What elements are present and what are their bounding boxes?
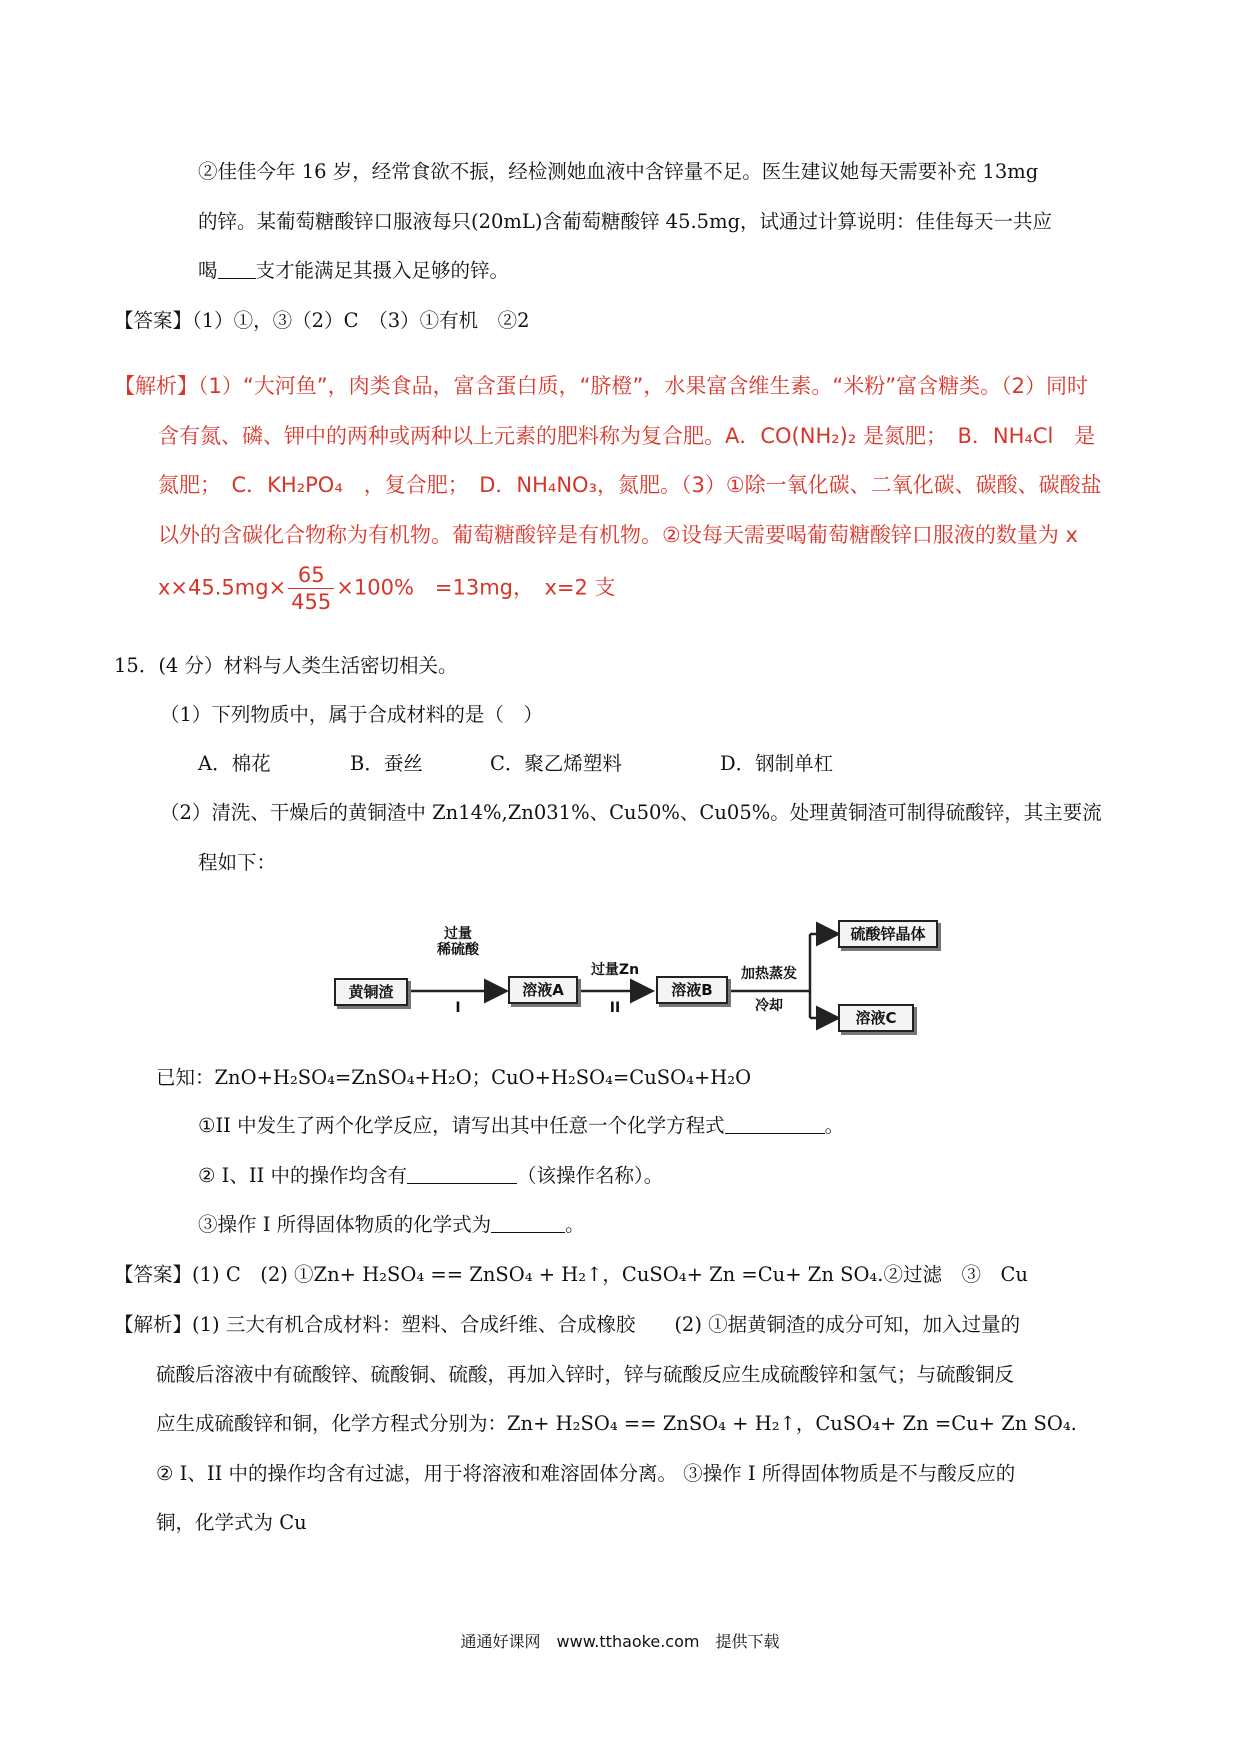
flow-arrow1-label — [412, 926, 504, 958]
q2-text: ② I、II 中的操作均含有 — [198, 1164, 407, 1187]
analysis-15-line: ② I、II 中的操作均含有过滤，用于将溶液和难溶固体分离。 ③操作 I 所得固体物质是不与酸反应的 — [156, 1462, 1016, 1485]
q3-end: 。 — [565, 1213, 585, 1236]
flow-box-zinc-sulfate-crystal: 硫酸锌晶体 — [838, 920, 938, 948]
flow-box-start: 黄铜渣 — [334, 978, 408, 1006]
answer-blank[interactable] — [491, 1212, 565, 1233]
analysis-15-line: 【解析】(1) 三大有机合成材料：塑料、合成纤维、合成橡胶 (2) ①据黄铜渣的成分可知，加入过量的 — [114, 1313, 1021, 1336]
analysis-14-line: 以外的含碳化合物称为有机物。葡萄糖酸锌是有机物。②设每天需要喝葡萄糖酸锌口服液的数量为 x — [158, 523, 1078, 547]
flow-diagram — [330, 910, 950, 1050]
formula-suffix: ×100% =13mg， x=2 支 — [336, 575, 616, 600]
q15-known: 已知：ZnO+H₂SO₄=ZnSO₄+H₂O；CuO+H₂SO₄=CuSO₄+H₂O — [156, 1066, 752, 1089]
answer-14: 【答案】（1）①，③（2）C （3）①有机 ②2 — [114, 309, 530, 332]
page-footer: 通通好课网 www.tthaoke.com 提供下载 — [460, 1632, 780, 1651]
q14-text-line — [198, 257, 509, 285]
q1-end: 。 — [824, 1114, 845, 1137]
answer-blank[interactable] — [218, 258, 256, 279]
arrow2-step: II — [609, 1000, 621, 1016]
q15-title: 15．(4 分）材料与人类生活密切相关。 — [114, 654, 458, 677]
q14-text: 支才能满足其摄入足够的锌。 — [255, 259, 510, 282]
arrow3-top: 加热蒸发 — [741, 966, 797, 982]
analysis-15-line: 应生成硫酸锌和铜，化学方程式分别为：Zn+ H₂SO₄ == ZnSO₄ + H₂↑，CuSO₄+ Zn =Cu+ Zn SO₄. — [156, 1412, 1077, 1435]
q15-option-a: A．棉花 — [198, 752, 271, 775]
analysis-14-line: 含有氮、磷、钾中的两种或两种以上元素的肥料称为复合肥。A．CO(NH₂)₂ 是氮肥； B．NH₄Cl 是 — [158, 424, 1096, 448]
flow-box-solution-c: 溶液C — [838, 1004, 914, 1032]
q15-sub1: （1）下列物质中，属于合成材料的是（ ） — [160, 703, 543, 726]
analysis-15-line: 硫酸后溶液中有硫酸锌、硫酸铜、硫酸，再加入锌时，锌与硫酸反应生成硫酸锌和氢气；与硫酸铜反 — [156, 1363, 1015, 1386]
q1-text: ①II 中发生了两个化学反应，请写出其中任意一个化学方程式 — [198, 1114, 725, 1137]
answer-blank[interactable] — [725, 1113, 825, 1134]
arrow3-bottom: 冷却 — [755, 998, 783, 1014]
arrow1-mid: 稀硫酸 — [437, 942, 479, 958]
q14-text: 喝 — [198, 259, 218, 282]
q15-question-2 — [198, 1162, 663, 1190]
formula-prefix: x×45.5mg× — [158, 575, 287, 600]
q15-option-c: C．聚乙烯塑料 — [490, 752, 622, 775]
analysis-14-line: 氮肥； C．KH₂PO₄ ，复合肥； D．NH₄NO₃，氮肥。（3）①除一氧化碳、二氧化碳、碳酸、碳酸盐 — [158, 473, 1102, 497]
analysis-14-formula — [158, 562, 616, 615]
arrow2-top: 过量Zn — [590, 962, 640, 978]
fraction-denominator: 455 — [291, 590, 332, 614]
q3-text: ③操作 I 所得固体物质的化学式为 — [198, 1213, 492, 1236]
q14-text-line: ②佳佳今年 16 岁，经常食欲不振，经检测她血液中含锌量不足。医生建议她每天需要补充 13mg — [198, 160, 1039, 183]
flow-box-solution-b: 溶液B — [656, 976, 728, 1004]
arrow1-step: I — [455, 1000, 461, 1016]
q15-option-b: B．蚕丝 — [350, 752, 423, 775]
q15-option-d: D．钢制单杠 — [720, 752, 834, 775]
q15-sub2-line: 程如下： — [198, 851, 277, 874]
q14-text-line: 的锌。某葡萄糖酸锌口服液每只(20mL)含葡萄糖酸锌 45.5mg，试通过计算说明：佳佳每天一共应 — [198, 210, 1053, 233]
fraction-numerator: 65 — [288, 562, 334, 589]
analysis-15-line: 铜，化学式为 Cu — [156, 1511, 307, 1534]
q2-end: （该操作名称）。 — [517, 1164, 664, 1187]
flow-box-solution-a: 溶液A — [508, 976, 578, 1004]
q15-question-1 — [198, 1112, 844, 1140]
fraction — [288, 562, 334, 615]
answer-blank[interactable] — [407, 1163, 517, 1184]
arrow1-top: 过量 — [444, 926, 472, 942]
answer-15: 【答案】(1) C (2) ①Zn+ H₂SO₄ == ZnSO₄ + H₂↑，CuSO₄+ Zn =Cu+ Zn SO₄.②过滤 ③ Cu — [114, 1263, 1028, 1286]
q15-question-3 — [198, 1211, 585, 1239]
analysis-14-line: 【解析】（1）“大河鱼”，肉类食品，富含蛋白质，“脐橙”，水果富含维生素。“米粉”富含糖类。（2）同时 — [114, 374, 1088, 398]
q15-sub2-line: （2）清洗、干燥后的黄铜渣中 Zn14%,Zn031%、Cu50%、Cu05%。处理黄铜渣可制得硫酸锌，其主要流 — [160, 801, 1102, 824]
